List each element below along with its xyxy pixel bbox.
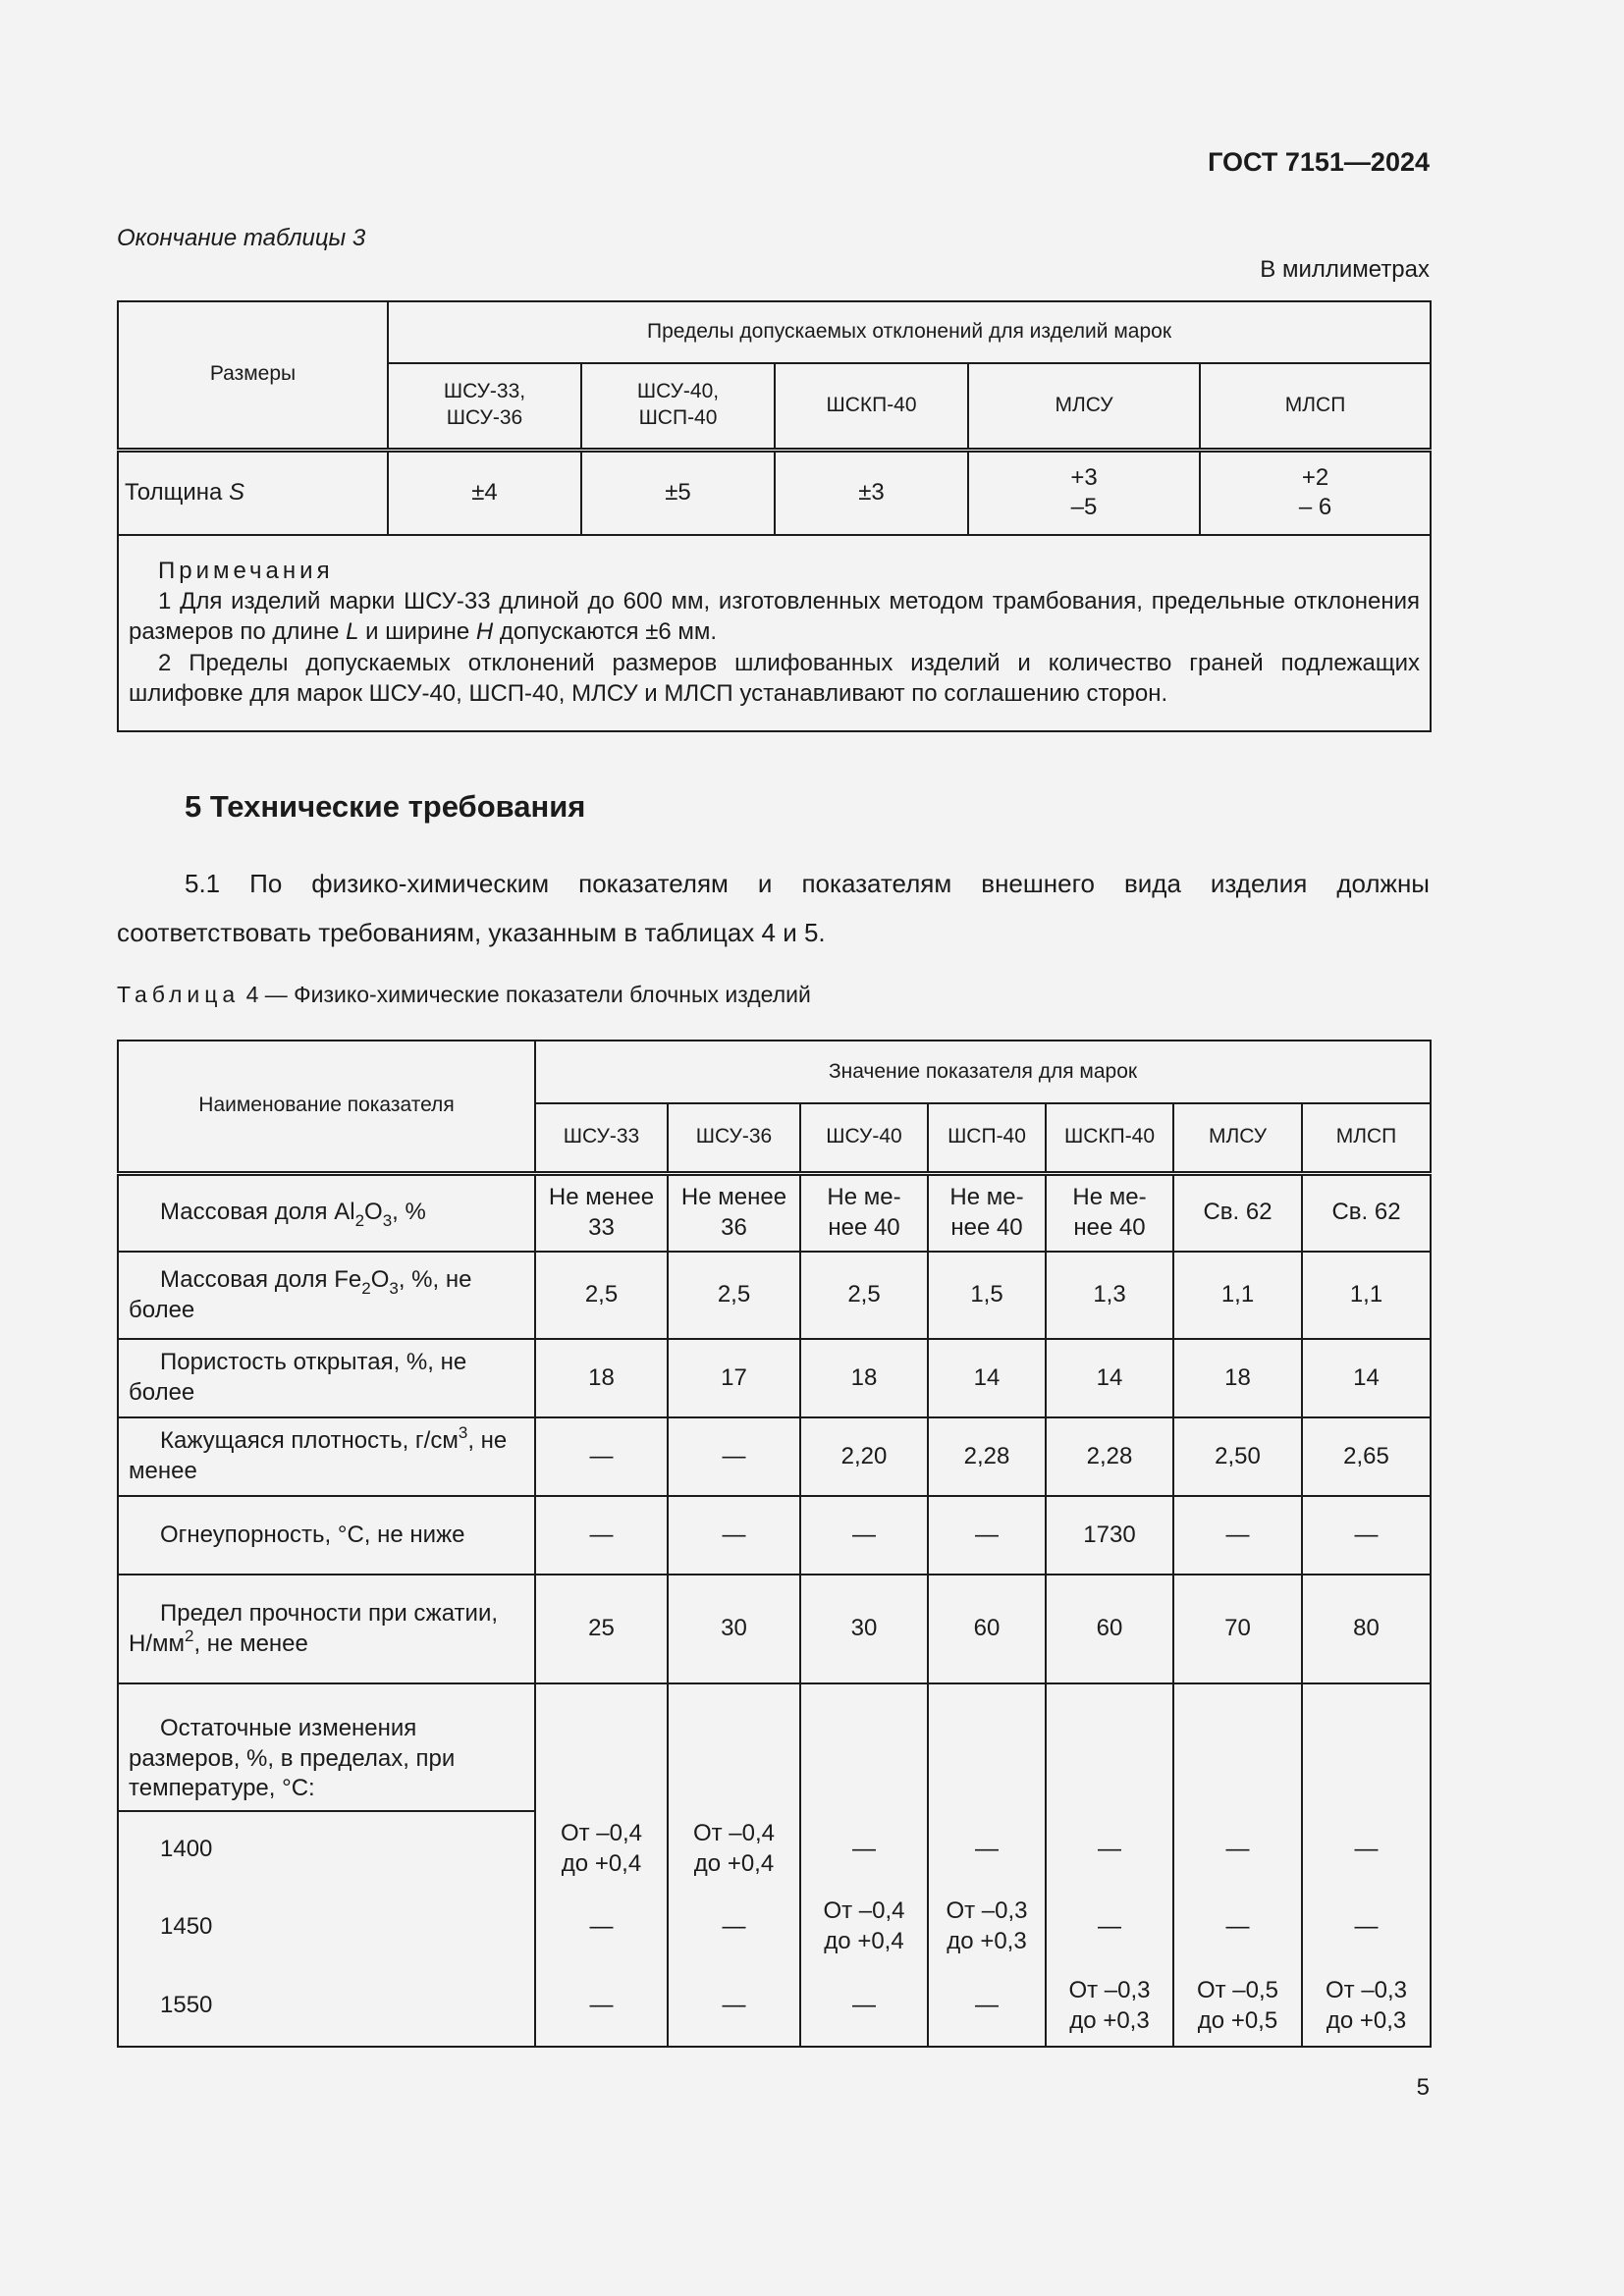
t4-row-label: Массовая доля $Al_2O_3$, %: [118, 1173, 535, 1252]
document-number: ГОСТ 7151—2024: [1208, 147, 1430, 177]
t4-cell: 2,5: [668, 1252, 800, 1339]
t4-cell: —: [535, 1888, 668, 1966]
t4-cell: —: [1046, 1888, 1173, 1966]
t3-group-header: Пределы допускаемых отклонений для изделий марок: [388, 301, 1431, 363]
table3-continuation-caption: Окончание таблицы 3: [117, 225, 366, 251]
section-paragraph: 5.1 По физико-химическим показателям и показателям внешнего вида изделия должны соответствовать требованиям, указанным в таблицах 4 и 5.: [117, 869, 1430, 947]
t3-cell: ±3: [775, 450, 968, 535]
t4-cell: 14: [1046, 1339, 1173, 1417]
t3-mark-header: МЛСУ: [968, 363, 1200, 450]
t4-cell: —: [928, 1811, 1046, 1888]
t4-cell: —: [668, 1966, 800, 2047]
t4-cell: 2,5: [535, 1252, 668, 1339]
table4-caption: Таблица 4 — Физико-химические показатели блочных изделий: [117, 982, 811, 1007]
t4-cell: Не ме- нее 40: [1046, 1173, 1173, 1252]
note-2: 2 Пределы допускаемых отклонений размеров шлифованных изделий и количество граней подлежащих шлифовке для марок ШСУ-40, ШСП-40, МЛСУ и МЛСП устанавливают по соглашению сторон.: [129, 649, 1421, 707]
t4-cell: Св. 62: [1173, 1173, 1302, 1252]
t4-cell: 30: [800, 1575, 928, 1683]
t3-cell: +2 – 6: [1200, 450, 1431, 535]
t4-cell: Не ме- нее 40: [800, 1173, 928, 1252]
t4-group-header: Значение показателя для марок: [535, 1041, 1431, 1103]
table3-units: В миллиметрах: [1260, 256, 1430, 283]
t4-mark-header: МЛСП: [1302, 1103, 1431, 1173]
t4-cell: 70: [1173, 1575, 1302, 1683]
t4-cell: —: [800, 1811, 928, 1888]
t4-cell: 25: [535, 1575, 668, 1683]
t4-cell: 18: [535, 1339, 668, 1417]
t4-cell: —: [668, 1496, 800, 1575]
t3-cell: ±4: [388, 450, 581, 535]
t3-row-thickness-label: Толщина S: [118, 450, 388, 535]
t4-temp-1450: 1450: [118, 1888, 535, 1966]
t4-cell: Не менее 33: [535, 1173, 668, 1252]
t4-temp-1550: 1550: [118, 1966, 535, 2047]
t4-cell: 2,65: [1302, 1417, 1431, 1496]
section-heading: 5 Технические требования: [185, 789, 586, 824]
t4-cell: 30: [668, 1575, 800, 1683]
t4-cell: 1,1: [1173, 1252, 1302, 1339]
t3-notes: [118, 535, 1431, 731]
t4-cell: —: [1173, 1496, 1302, 1575]
t4-cell: 80: [1302, 1575, 1431, 1683]
notes-title: Примечания: [158, 558, 334, 584]
t4-cell: —: [1046, 1811, 1173, 1888]
t4-cell: 60: [1046, 1575, 1173, 1683]
t4-mark-header: ШСКП-40: [1046, 1103, 1173, 1173]
t4-cell: —: [800, 1966, 928, 2047]
t3-mark-header: ШСКП-40: [775, 363, 968, 450]
t4-cell: —: [1302, 1811, 1431, 1888]
t4-mark-header: МЛСУ: [1173, 1103, 1302, 1173]
t4-cell: Не менее 36: [668, 1173, 800, 1252]
t4-cell: От –0,5 до +0,5: [1173, 1966, 1302, 2047]
t4-cell: Не ме- нее 40: [928, 1173, 1046, 1252]
t4-cell: 2,28: [928, 1417, 1046, 1496]
t4-cell: —: [800, 1496, 928, 1575]
t3-col-dimensions: Размеры: [118, 301, 388, 450]
t4-cell: Св. 62: [1302, 1173, 1431, 1252]
t4-cell: —: [928, 1496, 1046, 1575]
t4-cell: 2,20: [800, 1417, 928, 1496]
t4-row-label: Предел прочности при сжатии, $Н/мм^2$, не менее: [118, 1575, 535, 1683]
t4-mark-header: ШСУ-36: [668, 1103, 800, 1173]
t4-cell: 60: [928, 1575, 1046, 1683]
t4-mark-header: ШСУ-33: [535, 1103, 668, 1173]
t4-cell: 1,1: [1302, 1252, 1431, 1339]
t4-cell: —: [1302, 1888, 1431, 1966]
t4-cell: От –0,3 до +0,3: [1302, 1966, 1431, 2047]
t4-col-name: Наименование показателя: [118, 1041, 535, 1173]
t4-row-label: Пористость открытая, %, не более: [118, 1339, 535, 1417]
t4-cell: От –0,4 до +0,4: [800, 1888, 928, 1966]
t4-row-label: Кажущаяся плотность, $г/см^3$, не менее: [118, 1417, 535, 1496]
t4-cell: 1,3: [1046, 1252, 1173, 1339]
t3-cell: ±5: [581, 450, 775, 535]
t4-cell: —: [1173, 1888, 1302, 1966]
t4-cell: 17: [668, 1339, 800, 1417]
t4-cell: 1,5: [928, 1252, 1046, 1339]
t4-cell: От –0,4 до +0,4: [535, 1811, 668, 1888]
t4-cell: —: [535, 1417, 668, 1496]
t4-row-label: Огнеупорность, °С, не ниже: [118, 1496, 535, 1575]
t4-cell: —: [668, 1888, 800, 1966]
table4: [117, 1040, 1432, 2048]
t4-temp-1400: 1400: [118, 1811, 535, 1888]
t4-cell: От –0,3 до +0,3: [928, 1888, 1046, 1966]
t4-cell: —: [1173, 1811, 1302, 1888]
t4-mark-header: ШСП-40: [928, 1103, 1046, 1173]
t3-mark-header: ШСУ-40, ШСП-40: [581, 363, 775, 450]
note-1: 1 Для изделий марки ШСУ-33 длиной до 600 мм, изготовленных методом трамбования, предельные отклонения размеров по длине L и ширине H допускаются ±6 мм.: [129, 588, 1421, 646]
t3-mark-header: ШСУ-33, ШСУ-36: [388, 363, 581, 450]
t4-cell: —: [535, 1496, 668, 1575]
t4-cell: —: [535, 1966, 668, 2047]
t4-cell: 2,50: [1173, 1417, 1302, 1496]
t4-cell: От –0,3 до +0,3: [1046, 1966, 1173, 2047]
t4-cell: 14: [1302, 1339, 1431, 1417]
table3: [117, 300, 1432, 732]
t4-cell: 2,28: [1046, 1417, 1173, 1496]
t4-cell: От –0,4 до +0,4: [668, 1811, 800, 1888]
t4-cell: 14: [928, 1339, 1046, 1417]
t3-cell: +3 –5: [968, 450, 1200, 535]
t4-row-label: Массовая доля $Fe_2O_3$, %, не более: [118, 1252, 535, 1339]
t4-row-label: Остаточные изменения размеров, %, в пределах, при температуре, °С:: [118, 1683, 535, 1811]
t4-cell: 18: [800, 1339, 928, 1417]
t4-mark-header: ШСУ-40: [800, 1103, 928, 1173]
t4-cell: 2,5: [800, 1252, 928, 1339]
t4-cell: —: [1302, 1496, 1431, 1575]
t4-cell: —: [928, 1966, 1046, 2047]
t4-cell: 1730: [1046, 1496, 1173, 1575]
t4-cell: —: [668, 1417, 800, 1496]
t4-cell: 18: [1173, 1339, 1302, 1417]
page-number: 5: [1416, 2074, 1430, 2101]
t3-mark-header: МЛСП: [1200, 363, 1431, 450]
